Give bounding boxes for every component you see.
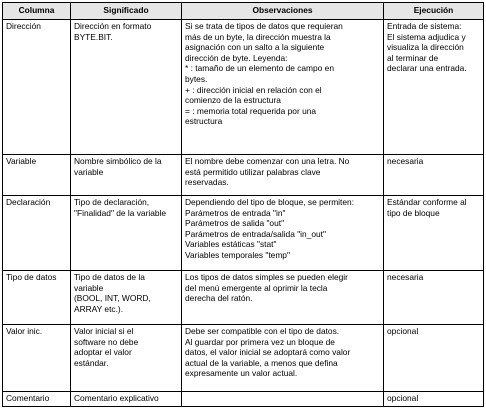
cell-columna bbox=[3, 196, 71, 271]
cell-line: estándar. bbox=[74, 357, 109, 368]
cell-line: opcional bbox=[387, 326, 419, 336]
cell-line: tipo de bloque bbox=[387, 207, 440, 218]
cell-ejecucion bbox=[384, 20, 484, 155]
cell-line: Variables estáticas "stat" bbox=[185, 239, 277, 250]
cell-line: Comentario bbox=[6, 393, 50, 403]
cell-line: Comentario explicativo bbox=[74, 393, 159, 403]
cell-line: Dirección bbox=[6, 21, 41, 31]
cell-columna bbox=[3, 325, 71, 392]
cell-line: adoptar el valor bbox=[74, 347, 132, 358]
cell-line: al terminar de bbox=[387, 52, 439, 63]
cell-observaciones bbox=[182, 271, 384, 325]
cell-line: estructura bbox=[185, 116, 223, 127]
cell-observaciones bbox=[182, 325, 384, 392]
cell-line: Si se trata de tipos de datos que requieran bbox=[185, 21, 343, 31]
cell-line: comienzo de la estructura bbox=[185, 95, 281, 106]
cell-line: Dirección en formato bbox=[74, 21, 152, 31]
cell-line: más de un byte, la dirección muestra la bbox=[185, 31, 331, 42]
header-columna: Columna bbox=[3, 3, 71, 20]
cell-line: Tipo de datos de la bbox=[74, 272, 145, 282]
cell-line: opcional bbox=[387, 393, 419, 403]
table-header bbox=[3, 3, 484, 20]
table-row bbox=[3, 155, 484, 196]
cell-line: * : tamaño de un elemento de campo en bbox=[185, 63, 334, 74]
cell-ejecucion bbox=[384, 196, 484, 271]
cell-columna bbox=[3, 20, 71, 155]
cell-line: datos, el valor inicial se adoptará como valor bbox=[185, 347, 351, 358]
cell-line: dirección de byte. Leyenda: bbox=[185, 52, 288, 63]
cell-line: está permitido utilizar palabras clave bbox=[185, 166, 321, 177]
cell-line: Parámetros de entrada/salida "in_out" bbox=[185, 228, 326, 239]
cell-line: Valor inic. bbox=[6, 326, 43, 336]
cell-line: derecha del ratón. bbox=[185, 293, 253, 304]
cell-line: visualiza la dirección bbox=[387, 42, 464, 53]
cell-line: + : dirección inicial en relación con el bbox=[185, 84, 322, 95]
cell-line: Variables temporales "temp" bbox=[185, 249, 290, 260]
cell-significado bbox=[71, 196, 182, 271]
cell-line: Tipo de datos bbox=[6, 272, 57, 282]
cell-line: ARRAY etc.). bbox=[74, 303, 124, 314]
header-observaciones: Observaciones bbox=[182, 3, 384, 20]
table-row bbox=[3, 271, 484, 325]
cell-columna bbox=[3, 392, 71, 407]
cell-line: software no debe bbox=[74, 336, 139, 347]
cell-line: necesaria bbox=[387, 156, 424, 166]
table-body bbox=[3, 20, 484, 407]
cell-columna bbox=[3, 271, 71, 325]
cell-line: Estándar conforme al bbox=[387, 197, 467, 207]
cell-line: Tipo de declaración, bbox=[74, 197, 150, 207]
cell-line: expresamente un valor actual. bbox=[185, 368, 298, 379]
cell-line: asignación con un salto a la siguiente bbox=[185, 42, 325, 53]
cell-line: actual de la variable, a menos que defina bbox=[185, 357, 338, 368]
cell-line: variable bbox=[74, 282, 104, 293]
cell-significado bbox=[71, 20, 182, 155]
cell-line: reservadas. bbox=[185, 177, 229, 188]
table-row bbox=[3, 20, 484, 155]
cell-ejecucion bbox=[384, 325, 484, 392]
table-row bbox=[3, 392, 484, 407]
cell-line: Variable bbox=[6, 156, 37, 166]
cell-line: Nombre simbólico de la bbox=[74, 156, 162, 166]
cell-line: declarar una entrada. bbox=[387, 63, 467, 74]
cell-line: Los tipos de datos simples se pueden elegir bbox=[185, 272, 348, 282]
cell-line: necesaria bbox=[387, 272, 424, 282]
header-ejecucion: Ejecución bbox=[384, 3, 484, 20]
cell-significado bbox=[71, 271, 182, 325]
cell-line: Parámetros de salida "out" bbox=[185, 218, 285, 229]
cell-ejecucion bbox=[384, 392, 484, 407]
cell-observaciones bbox=[182, 20, 384, 155]
cell-significado bbox=[71, 392, 182, 407]
definitions-table bbox=[2, 2, 484, 407]
cell-line: (BOOL, INT, WORD, bbox=[74, 293, 151, 304]
cell-line: "Finalidad" de la variable bbox=[74, 207, 167, 218]
cell-line: del menú emergente al oprimir la tecla bbox=[185, 282, 328, 293]
cell-ejecucion bbox=[384, 271, 484, 325]
cell-line: variable bbox=[74, 166, 104, 177]
cell-significado bbox=[71, 325, 182, 392]
cell-columna bbox=[3, 155, 71, 196]
table-row bbox=[3, 196, 484, 271]
cell-line: Declaración bbox=[6, 197, 51, 207]
cell-line: El sistema adjudica y bbox=[387, 31, 466, 42]
cell-line: BYTE.BIT. bbox=[74, 31, 113, 42]
cell-line: Valor inicial si el bbox=[74, 326, 134, 336]
cell-line: Parámetros de entrada "in" bbox=[185, 207, 286, 218]
cell-line: Dependiendo del tipo de bloque, se permiten: bbox=[185, 197, 355, 207]
cell-ejecucion bbox=[384, 155, 484, 196]
cell-line: bytes. bbox=[185, 73, 208, 84]
cell-observaciones bbox=[182, 196, 384, 271]
cell-line: El nombre debe comenzar con una letra. No bbox=[185, 156, 350, 166]
header-significado: Significado bbox=[71, 3, 182, 20]
cell-significado bbox=[71, 155, 182, 196]
cell-line: = : memoria total requerida por una bbox=[185, 105, 317, 116]
cell-observaciones bbox=[182, 392, 384, 407]
table-row bbox=[3, 325, 484, 392]
cell-line: Entrada de sistema: bbox=[387, 21, 462, 31]
cell-observaciones bbox=[182, 155, 384, 196]
cell-line: Al guardar por primera vez un bloque de bbox=[185, 336, 335, 347]
cell-line: Debe ser compatible con el tipo de datos. bbox=[185, 326, 340, 336]
header-row bbox=[3, 3, 484, 20]
